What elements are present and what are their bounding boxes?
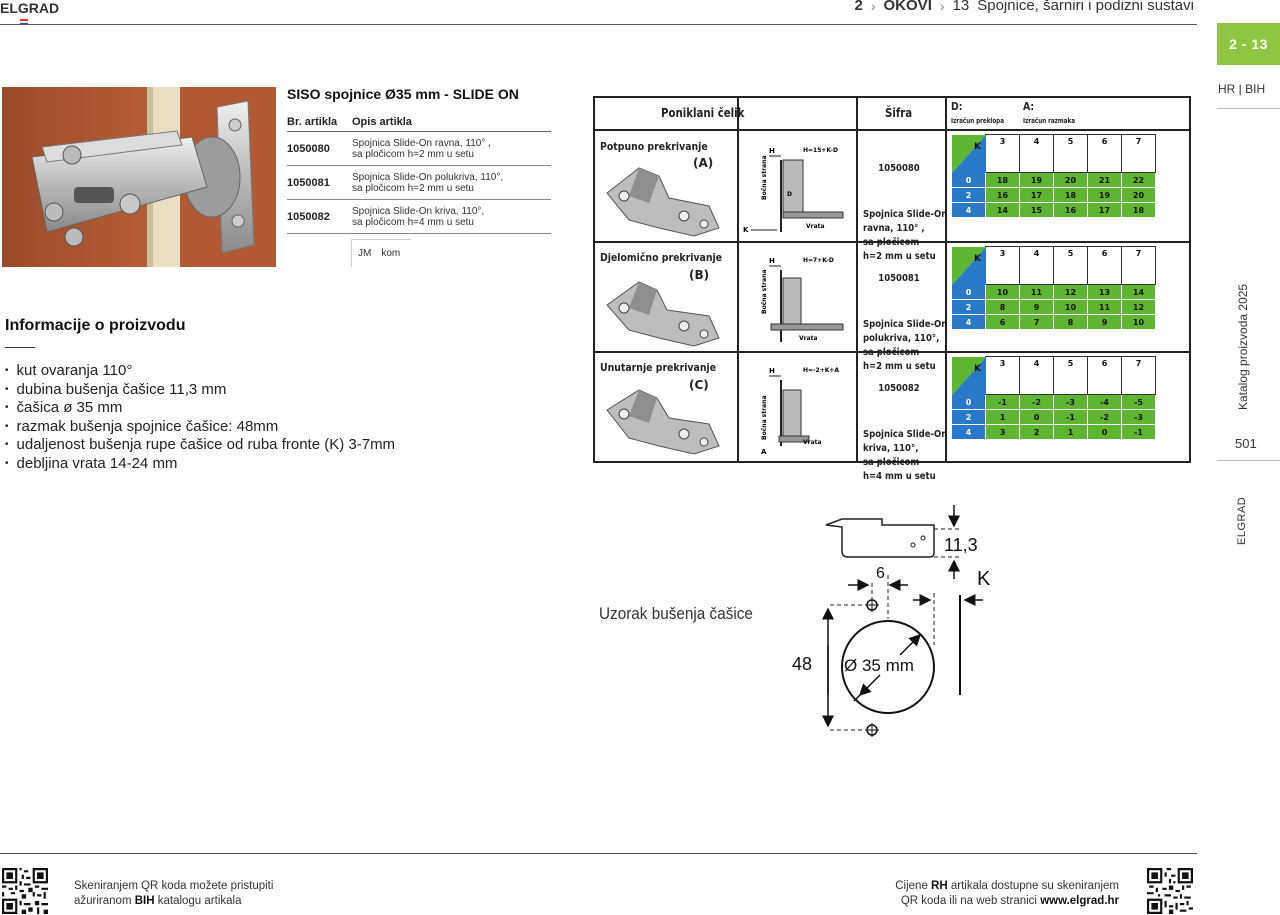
svg-text:A: A	[761, 448, 767, 456]
list-item: • debljina vrata 14-24 mm	[5, 455, 395, 474]
a-value: 6	[1088, 357, 1122, 395]
a-value: 7	[1122, 247, 1156, 285]
formula-b: H=7+K-D	[803, 257, 834, 264]
column-header-a-sub: Izračun razmaka	[1023, 117, 1076, 125]
svg-text:D: D	[787, 191, 792, 198]
article-table	[287, 113, 551, 234]
list-item: • udaljenost bušenja rupe čašice od ruba fronte (K) 3-7mm	[5, 436, 395, 455]
hinge-overlay-table	[593, 96, 1191, 482]
grid-cell: 0	[1088, 425, 1122, 440]
page-number: 501	[1235, 436, 1257, 451]
website-link[interactable]: www.elgrad.hr	[1040, 895, 1119, 907]
code-cell	[863, 258, 947, 374]
rail-brand: ELGRAD	[1236, 496, 1248, 545]
grid-cell: 17	[1088, 203, 1122, 218]
door-label: Vrata	[803, 439, 822, 446]
grid-cell: 0	[1020, 410, 1054, 425]
k-value: 0	[952, 285, 986, 300]
qr-code-icon[interactable]	[2, 868, 48, 914]
hinge-code: 1050082	[878, 383, 920, 394]
grid-cell: 12	[1122, 300, 1156, 315]
article-code: 1050082	[287, 210, 330, 223]
grid-cell: 20	[1122, 188, 1156, 203]
k-value: 0	[952, 173, 986, 188]
grid-cell: 10	[986, 285, 1020, 300]
unit-box	[351, 239, 411, 267]
a-value: 4	[1020, 135, 1054, 173]
edge-label: K	[977, 568, 991, 590]
grid-cell: 16	[1054, 203, 1088, 218]
a-value: 3	[986, 247, 1020, 285]
a-value: 7	[1122, 135, 1156, 173]
column-header-description: Opis artikla	[352, 116, 412, 128]
grid-cell: 14	[1122, 285, 1156, 300]
section-tab-badge: 2 - 13	[1217, 23, 1280, 65]
k-label: K	[973, 363, 981, 374]
overlay-grid-a	[951, 134, 1156, 218]
offset-label: 6	[876, 565, 885, 582]
column-header-d: D:	[951, 100, 963, 113]
k-value: 4	[952, 203, 986, 218]
article-table-header	[287, 113, 551, 132]
breadcrumb-subsection-name[interactable]: Spojnice, šarniri i podizni sustavi	[977, 0, 1194, 14]
column-header-material: Poniklani čelik	[661, 106, 745, 120]
k-value: 4	[952, 315, 986, 330]
breadcrumb-section-number: 2	[854, 0, 863, 14]
overlay-letter: (B)	[689, 268, 710, 282]
svg-text:K: K	[743, 226, 749, 234]
grid-cell: 19	[1020, 173, 1054, 188]
grid-cell: 7	[1020, 315, 1054, 330]
grid-cell: 9	[1020, 300, 1054, 315]
grid-cell: 11	[1088, 300, 1122, 315]
formula-c: H=-2+K+A	[803, 367, 840, 374]
article-description: Spojnica Slide-On ravna, 110° , sa pločicom h=2 mm u setu	[352, 137, 491, 160]
k-header	[952, 357, 986, 395]
grid-cell: 15	[1020, 203, 1054, 218]
formula-a: H=15+K-D	[803, 147, 839, 154]
grid-cell: -3	[1054, 395, 1088, 410]
a-value: 4	[1020, 247, 1054, 285]
grid-cell: 16	[986, 188, 1020, 203]
table-divider	[856, 98, 858, 463]
grid-cell: 6	[986, 315, 1020, 330]
grid-cell: 19	[1088, 188, 1122, 203]
grid-cell: 20	[1054, 173, 1088, 188]
overlay-label: Potpuno prekrivanje	[600, 140, 708, 153]
hinge-description: Spojnica Slide-On kriva, 110°, sa pločicom h=4 mm u setu	[863, 429, 948, 482]
column-header-code: Šifra	[885, 106, 913, 120]
grid-cell: 8	[1054, 315, 1088, 330]
door-label: Vrata	[806, 223, 825, 230]
overlay-label: Unutarnje prekrivanje	[600, 361, 717, 374]
grid-cell: -3	[1122, 410, 1156, 425]
hinge-code: 1050080	[878, 163, 920, 174]
grid-cell: 13	[1088, 285, 1122, 300]
k-value: 2	[952, 188, 986, 203]
chevron-right-icon: ›	[870, 0, 876, 14]
a-value: 6	[1088, 247, 1122, 285]
k-header	[952, 135, 986, 173]
table-divider	[737, 98, 739, 463]
grid-cell: 2	[1020, 425, 1054, 440]
article-code: 1050080	[287, 142, 330, 155]
depth-label: 11,3	[944, 535, 978, 555]
qr-code-icon[interactable]	[1147, 868, 1193, 914]
grid-cell: 8	[986, 300, 1020, 315]
hinge-description: Spojnica Slide-On ravna, 110° , sa pločicom h=2 mm u setu	[863, 209, 948, 262]
info-underline	[5, 347, 35, 348]
footer-right-line1-bold: RH	[931, 880, 948, 892]
a-value: 7	[1122, 357, 1156, 395]
code-cell	[863, 148, 947, 264]
grid-cell: 21	[1088, 173, 1122, 188]
column-header-d-sub: Izračun preklopa	[951, 117, 1004, 125]
list-item: • dubina bušenja čašice 11,3 mm	[5, 381, 395, 400]
chevron-right-icon: ›	[939, 0, 945, 14]
unit-value: kom	[381, 248, 401, 259]
a-value: 6	[1088, 135, 1122, 173]
grid-cell: 10	[1122, 315, 1156, 330]
grid-cell: -2	[1020, 395, 1054, 410]
breadcrumb-section-name[interactable]: OKOVI	[883, 0, 932, 14]
side-label: Bočna strana	[761, 269, 768, 314]
list-item: • čašica ø 35 mm	[5, 399, 395, 418]
hinge-photo-b	[599, 270, 729, 348]
grid-cell: 18	[1054, 188, 1088, 203]
column-header-a: A:	[1023, 100, 1035, 113]
door-label: Vrata	[799, 335, 818, 342]
list-item: • kut ovaranja 110°	[5, 362, 395, 381]
a-value: 4	[1020, 357, 1054, 395]
a-value: 5	[1054, 247, 1088, 285]
hinge-photo-c	[599, 380, 729, 458]
brand-logo: ELGRAD	[0, 0, 60, 16]
article-code: 1050081	[287, 176, 330, 189]
product-photo	[2, 87, 276, 267]
a-value: 5	[1054, 135, 1088, 173]
footer-right-line1-post: artikala dostupne su skeniranjem	[947, 880, 1119, 892]
svg-text:H: H	[769, 147, 775, 155]
footer-right-text	[895, 879, 1119, 909]
grid-cell: 22	[1122, 173, 1156, 188]
footer-divider	[0, 853, 1197, 854]
breadcrumb	[855, 0, 1195, 14]
code-cell	[863, 368, 947, 484]
k-header	[952, 247, 986, 285]
k-label: K	[973, 253, 981, 264]
table-divider	[595, 129, 1189, 131]
side-label: Bočna strana	[761, 395, 768, 440]
grid-cell: 12	[1054, 285, 1088, 300]
k-label: K	[973, 141, 981, 152]
drilling-diagram	[780, 495, 1010, 745]
table-row[interactable]	[287, 166, 551, 200]
grid-cell: -1	[986, 395, 1020, 410]
rail-divider	[1217, 108, 1280, 109]
a-value: 5	[1054, 357, 1088, 395]
grid-cell: 9	[1088, 315, 1122, 330]
footer-left-line2-post: katalogu artikala	[154, 895, 242, 907]
overlay-letter: (C)	[689, 378, 709, 392]
table-row[interactable]	[287, 132, 551, 166]
k-value: 2	[952, 300, 986, 315]
grid-cell: 1	[1054, 425, 1088, 440]
footer-left-line2-pre: ažuriranom	[74, 895, 135, 907]
overlay-letter: (A)	[693, 156, 714, 170]
list-item: • razmak bušenja spojnice čašice: 48mm	[5, 418, 395, 437]
overlay-label: Djelomično prekrivanje	[600, 251, 723, 264]
footer-right-line2-pre: QR koda ili na web stranici	[900, 895, 1041, 907]
grid-cell: -5	[1122, 395, 1156, 410]
table-row[interactable]	[287, 200, 551, 234]
unit-label: JM	[358, 248, 372, 259]
grid-cell: 14	[986, 203, 1020, 218]
footer-left-text	[74, 879, 273, 909]
a-value: 3	[986, 357, 1020, 395]
side-label: Bočna strana	[761, 155, 768, 200]
overlay-grid-b	[951, 246, 1156, 330]
grid-cell: 10	[1054, 300, 1088, 315]
hinge-photo-a	[599, 158, 729, 238]
header-divider	[0, 24, 1197, 25]
hinge-description: Spojnica Slide-On polukriva, 110°, sa pločicom h=2 mm u setu	[863, 319, 948, 372]
language-label: HR | BIH	[1218, 82, 1266, 96]
footer-left-line2-bold: BIH	[134, 895, 155, 907]
grid-cell: 18	[1122, 203, 1156, 218]
info-title: Informacije o proizvodu	[5, 317, 186, 334]
info-list	[5, 362, 395, 474]
a-value: 3	[986, 135, 1020, 173]
k-value: 2	[952, 410, 986, 425]
rail-divider	[1217, 460, 1280, 461]
article-description: Spojnica Slide-On kriva, 110°, sa pločicom h=4 mm u setu	[352, 205, 485, 228]
grid-cell: 3	[986, 425, 1020, 440]
hinge-code: 1050081	[878, 273, 920, 284]
product-title: SISO spojnice Ø35 mm - SLIDE ON	[287, 86, 519, 102]
grid-cell: 17	[1020, 188, 1054, 203]
footer-right-line1-pre: Cijene	[895, 880, 932, 892]
overlay-grid-c	[951, 356, 1156, 440]
diameter-label: Ø 35 mm	[844, 656, 914, 675]
grid-cell: -4	[1088, 395, 1122, 410]
k-value: 4	[952, 425, 986, 440]
svg-text:H: H	[769, 257, 775, 265]
breadcrumb-subsection-number: 13	[952, 0, 970, 14]
footer-left-line1: Skeniranjem QR koda možete pristupiti	[74, 880, 274, 892]
grid-cell: -1	[1054, 410, 1088, 425]
article-description: Spojnica Slide-On polukriva, 110°, sa pločicom h=2 mm u setu	[352, 171, 504, 194]
grid-cell: 1	[986, 410, 1020, 425]
grid-cell: 11	[1020, 285, 1054, 300]
column-header-article: Br. artikla	[287, 116, 338, 128]
k-value: 0	[952, 395, 986, 410]
grid-cell: 18	[986, 173, 1020, 188]
catalog-label: Katalog proizvoda 2025	[1236, 283, 1250, 410]
drilling-pattern-title: Uzorak bušenja čašice	[599, 604, 753, 623]
svg-text:H: H	[769, 367, 775, 375]
grid-cell: -2	[1088, 410, 1122, 425]
spacing-label: 48	[792, 654, 813, 674]
grid-cell: -1	[1122, 425, 1156, 440]
